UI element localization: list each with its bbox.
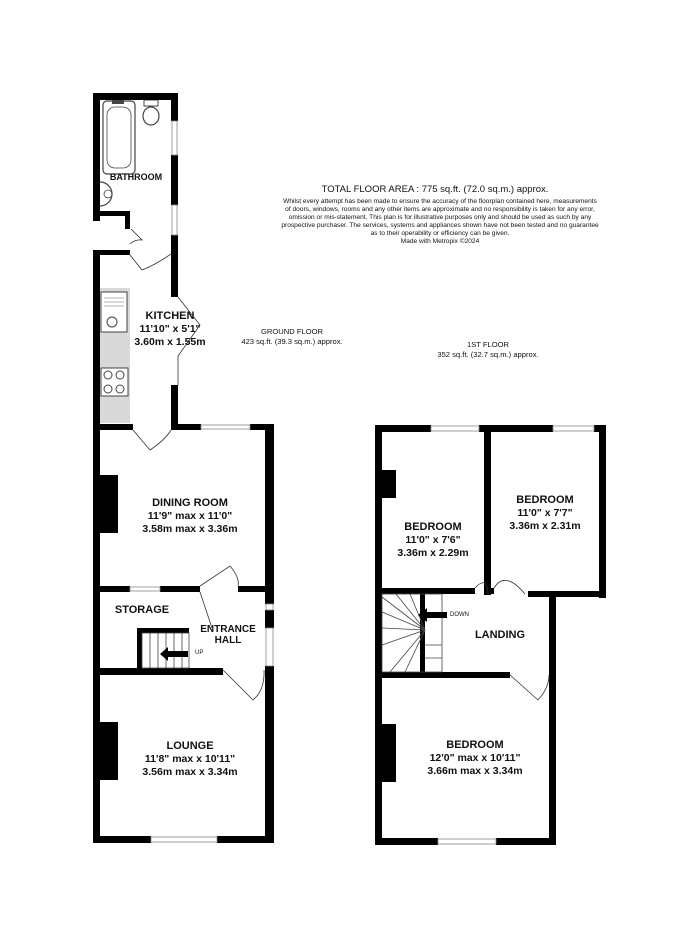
disclaimer-line: Whilst every attempt has been made to ensure the accuracy of the floorplan contained here, measurements (283, 198, 597, 205)
disclaimer-line: Made with Metropix ©2024 (400, 238, 480, 245)
ground-floor-label (232, 327, 352, 346)
disclaimer-line: prospective purchaser. The services, systems and appliances shown have not been tested and no guarantee (281, 222, 599, 229)
disclaimer (250, 198, 630, 246)
stairs-up-label: UP (195, 650, 204, 656)
disclaimer-line: omission or mis-statement. This plan is for illustrative purposes only and should be used as such by any (288, 214, 592, 221)
room-bedroom-left: BEDROOM 11'0" x 7'6" 3.36m x 2.29m (397, 521, 469, 559)
room-storage: STORAGE (114, 604, 170, 616)
total-floor-area: TOTAL FLOOR AREA : 775 sq.ft. (72.0 sq.m.) approx. (321, 184, 549, 195)
stairs-down-label: DOWN (450, 612, 469, 618)
room-kitchen: KITCHEN 11'10" x 5'1" 3.60m x 1.55m (134, 310, 206, 348)
floor-name: 1ST FLOOR (466, 340, 510, 349)
room-bedroom-right: BEDROOM 11'0" x 7'7" 3.36m x 2.31m (509, 494, 581, 532)
room-entrance-hall: ENTRANCE HALL (200, 624, 256, 646)
ground-floor-plan (93, 93, 274, 843)
room-lounge: LOUNGE 11'8" max x 10'11" 3.56m max x 3.34m (142, 740, 238, 778)
floor-area: 423 sq.ft. (39.3 sq.m.) approx. (241, 336, 343, 346)
room-bedroom-main: BEDROOM 12'0" max x 10'11" 3.66m max x 3.34m (427, 739, 523, 777)
disclaimer-line: of doors, windows, rooms and any other items are approximate and no responsibility is taken for any error, (285, 206, 595, 213)
room-landing: LANDING (474, 629, 526, 641)
floor-area: 352 sq.ft. (32.7 sq.m.) approx. (437, 349, 539, 359)
disclaimer-line: as to their operability or efficiency can be given. (370, 230, 510, 237)
first-floor-label (428, 340, 548, 359)
room-bathroom: BATHROOM (109, 172, 163, 182)
floor-name: GROUND FLOOR (260, 327, 324, 336)
toilet (143, 107, 159, 125)
room-dining: DINING ROOM 11'9" max x 11'0" 3.58m max x 3.36m (142, 497, 238, 535)
